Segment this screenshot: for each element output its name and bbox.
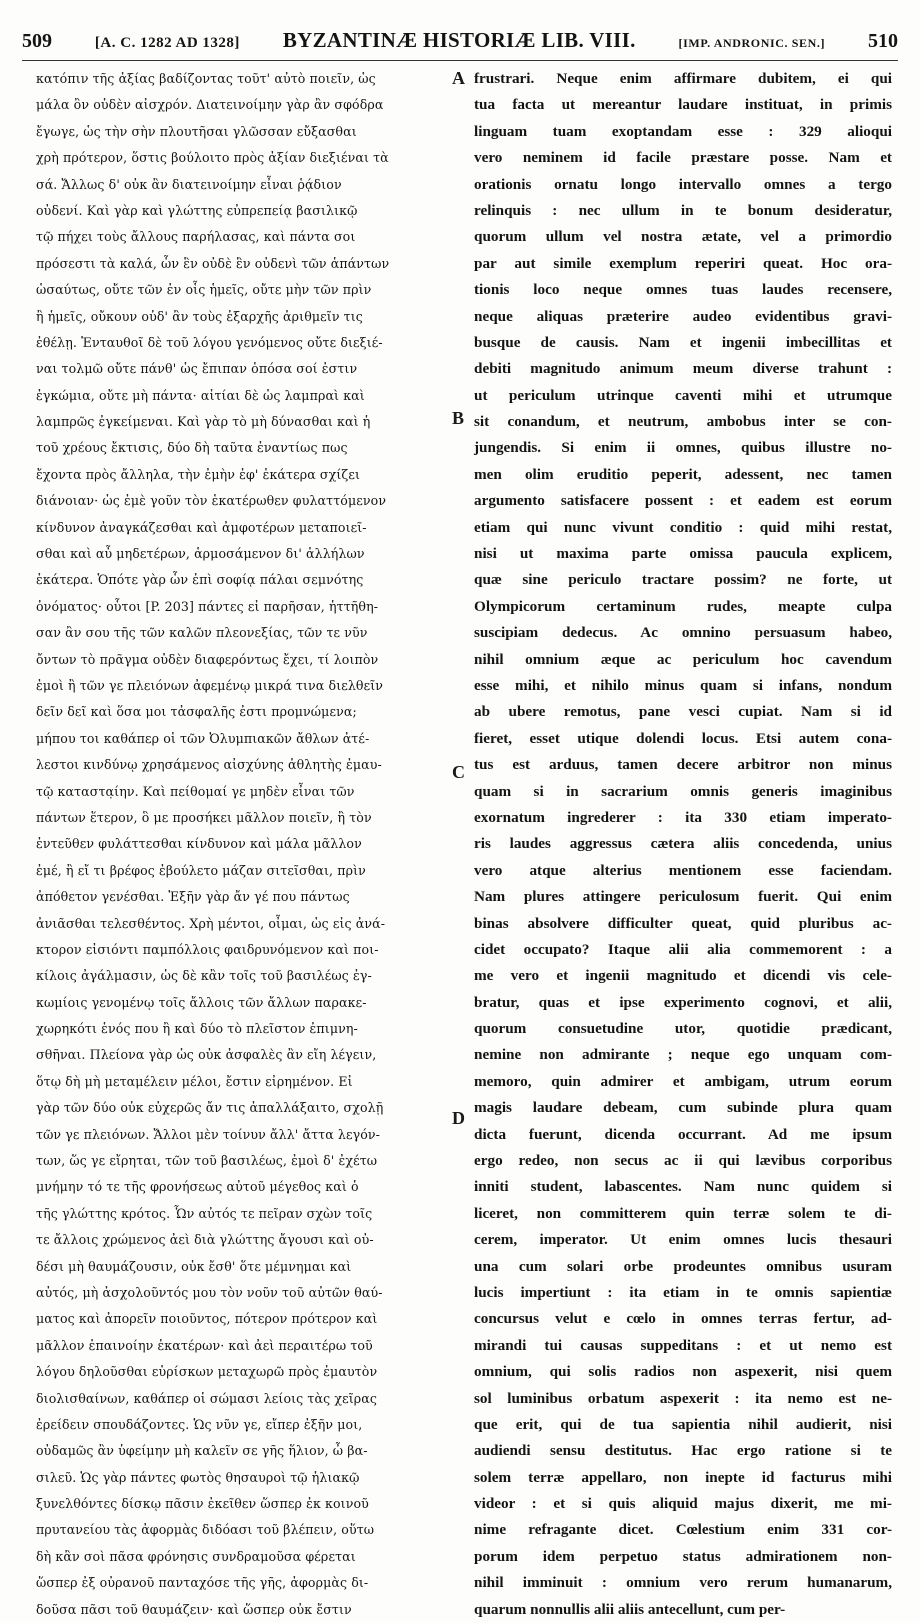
greek-text-line: μήπου τοι καθάπερ οἱ τῶν Ὀλυμπιακῶν ἄθλων ἀτέ- xyxy=(36,730,370,746)
greek-text-line: ἐρείδειν σπουδάζοντες. Ὡς νῦν γε, εἴπερ ἐξῆν μοι, xyxy=(36,1416,363,1432)
page-number-right: 510 xyxy=(867,30,898,52)
greek-text-line: δεῖν δεῖ καὶ ὅσα μοι τἀσφαλῆς ἐστι προμνώμενα; xyxy=(36,704,357,720)
latin-text-line: nihil omnium æque ac periculum hoc cavendum xyxy=(474,650,892,668)
latin-text-line: ab ubere remotus, pane vesci cupiat. Nam si id xyxy=(474,703,892,721)
latin-text-line: Nam plures attingere periculosum fuerit. Qui enim xyxy=(474,888,892,906)
latin-text-line: audiendi sensu destitutus. Hac ergo ratione si te xyxy=(474,1442,892,1460)
greek-text-line: ξυνελθόντες δίσκῳ πᾶσιν ἐκεῖθεν ὥσπερ ἐκ κοινοῦ xyxy=(36,1496,369,1512)
greek-text-line: αὐτός, μὴ ἀσχολοῦντός μου τὸν νοῦν τοῦ αὐτῶν θαύ- xyxy=(36,1284,383,1300)
latin-text-line: ut periculum utrinque caventi mihi et utrumque xyxy=(474,386,892,404)
greek-text-line: ἑκάτερα. Ὁπότε γὰρ ὧν ἐπὶ σοφίᾳ πάλαι σεμνότης xyxy=(36,572,364,588)
latin-text-line: videor : et si quis aliquid majus dixerit, me mi- xyxy=(474,1495,892,1513)
greek-text-line: ἀπόθετον γενέσθαι. Ἐξῆν γὰρ ἄν γέ που πάντως xyxy=(36,889,350,905)
latin-text-line: esse mihi, et nihilo minus quam si infans, nondum xyxy=(474,676,892,694)
latin-text-line: porum idem perpetuo status admirationem non- xyxy=(474,1547,892,1565)
latin-text-line: memoro, quin admirer et ambigam, utrum eorum xyxy=(474,1072,892,1090)
page-number-left: 509 xyxy=(22,30,52,52)
latin-text-line: suscipiam dedecus. Ac omnino persuasum habeo, xyxy=(474,624,892,642)
greek-text-line: κίνδυνον ἀναγκάζεσθαι καὶ ἀμφοτέρων μεταποιεῖ- xyxy=(36,519,367,535)
latin-text-line: Olympicorum certaminum rudes, meapte culpa xyxy=(474,597,892,615)
greek-text-line: ναι τολμῶ οὔτε πάνθ' ὡς ἔπιπαν ὁπόσα σοί ἐστιν xyxy=(36,361,358,377)
greek-text-line: ὡσαύτως, οὔτε τῶν ἐν οἷς ἡμεῖς, οὔτε μὴν τῶν πρὶν xyxy=(36,282,372,298)
latin-text-line: quorum ullum vel nostra ætate, vel a primordio xyxy=(474,228,892,246)
latin-text-line: men olim eruditio peperit, adessent, nec tamen xyxy=(474,465,892,483)
latin-text-line: quorum consuetudine utor, quotidie prædicant, xyxy=(474,1020,892,1038)
latin-text-line: vero neminem id facile præstare posse. Nam et xyxy=(474,149,892,167)
latin-text-line: lucis impertiunt : ita etiam in te omnis sapientiæ xyxy=(474,1283,892,1301)
latin-text-line: magis laudare debeam, cum subinde plura quam xyxy=(474,1099,892,1117)
section-marker-a: A xyxy=(452,68,465,88)
greek-text-line: δέσι μὴ θαυμάζουσιν, οὐκ ἔσθ' ὅτε μέμνημαι καὶ xyxy=(36,1258,352,1274)
greek-text-line: οὐδενί. Καὶ γὰρ καὶ γλώττης εὐπρεπείᾳ βασιλικῷ xyxy=(36,202,358,218)
greek-text-line: λόγου δηλοῦσθαι εὑρίσκων μεταχωρῶ πρὸς ἐμαυτὸν xyxy=(36,1364,378,1380)
greek-text-line: χωρηκότι ἑνός που ἢ καὶ δύο τὸ πλεῖστον ἐπιμνη- xyxy=(36,1021,358,1037)
greek-text-line: πάντων ἕτερον, ὃ με προσήκει μᾶλλον ποιεῖν, ἢ τὸν xyxy=(36,809,372,825)
greek-text-line: κτορον εἰσιόντι παμπόλλοις φαιδρυνόμενον καὶ ποι- xyxy=(36,941,379,957)
greek-text-column xyxy=(36,66,448,1617)
greek-text-line: διάνοιαν· ὡς ἐμὲ γοῦν τὸν ἑκατέρωθεν φυλαττόμενον xyxy=(36,493,387,509)
latin-text-line: jungendis. Si enim ii omnes, quibus illustre no- xyxy=(474,439,892,457)
latin-text-line: sit conandum, et neutrum, ambobus inter se con- xyxy=(474,413,892,431)
greek-text-line: δοῦσα πᾶσι τοῦ θαυμάζειν· καὶ ὥσπερ οὐκ ἔστιν xyxy=(36,1601,352,1617)
latin-text-line: fieret, esset utique dolendi locus. Etsi autem cona- xyxy=(474,729,892,747)
latin-text-line: omnium, qui solis radios non aspexerit, nisi quem xyxy=(474,1363,892,1381)
latin-text-line: vero atque alterius mentionem esse faciendam. xyxy=(474,861,892,879)
latin-text-line: binas absolvere difficulter queat, quid pluribus ac- xyxy=(474,914,892,932)
latin-text-line: bratur, quas et ipse experimento cognovi, et alii, xyxy=(474,993,892,1011)
greek-text-line: τῷ πήχει τοὺς ἄλλους παρήλασας, καὶ πάντα σοι xyxy=(36,229,356,245)
section-marker-b: B xyxy=(452,408,465,428)
greek-text-line: ἐμοὶ ἢ τῶν γε πλειόνων ἀφεμένῳ μικρά τινα διελθεῖν xyxy=(36,677,384,693)
latin-text-column xyxy=(474,66,892,1618)
latin-text-line: tionis loco neque omnes tuas laudes recensere, xyxy=(474,281,892,299)
greek-text-line: ἀνιᾶσθαι τελεσθέντος. Χρὴ μέντοι, οἶμαι, ὡς εἰς ἀνά- xyxy=(36,915,386,931)
latin-text-line: ris laudes aggressus cætera aliis concedenda, unius xyxy=(474,835,892,853)
running-head xyxy=(22,28,898,61)
greek-text-line: γὰρ τῶν δύο οὐκ εὐχερῶς ἄν τις ἀπαλλάξαιτο, σχολῇ xyxy=(36,1100,384,1116)
greek-text-line: ἐγκώμια, οὔτε μὴ πάντα· αἰτίαι δὲ ὡς λαμπραὶ καὶ xyxy=(36,387,365,403)
greek-text-line: σθαι καὶ αὖ μηδετέρων, ἁρμοσάμενον δι' ἀλλήλων xyxy=(36,546,365,562)
greek-text-line: πρόσεστι τὰ καλά, ὧν ἓν οὐδὲ ἓν οὐδενὶ τῶν ἁπάντων xyxy=(36,255,390,271)
latin-text-line: orationis ornatu longo intervallo omnes a tergo xyxy=(474,175,892,193)
latin-text-line: quæ sine periculo tractare possim? ne forte, ut xyxy=(474,571,892,589)
latin-text-line: etiam qui nunc vivunt conditio : quid mihi restat, xyxy=(474,518,892,536)
greek-text-line: ὀνόματος· οὗτοι [P. 203] πάντες εἰ παρῆσαν, ἡττῆθη- xyxy=(36,598,379,614)
latin-text-line: linguam tuam exoptandam esse : 329 alioqui xyxy=(474,122,892,140)
greek-text-line: ὥσπερ ἐξ οὐρανοῦ πανταχόσε τῆς γῆς, ἀφορμὰς δι- xyxy=(36,1575,369,1591)
latin-text-line: argumento satisfacere possent : et eadem est eorum xyxy=(474,492,892,510)
greek-text-line: χρὴ πρότερον, ὅστις βούλοιτο πρὸς ἀξίαν διεξιέναι τὰ xyxy=(36,150,389,166)
greek-text-line: ἐθέλῃ. Ἐνταυθοῖ δὲ τοῦ λόγου γενόμενος οὔτε διεξιέ- xyxy=(36,334,383,350)
greek-text-line: πρυτανείου τὰς ἀφορμὰς διδόασι τοῦ βλέπειν, οὕτω xyxy=(36,1522,375,1538)
greek-text-line: ὅτῳ δὴ μὴ μεταμέλειν μέλοι, ἔστιν εἰρημένον. Εἰ xyxy=(36,1073,353,1089)
latin-text-line: concursus velut e cœlo in omnes terras fertur, ad- xyxy=(474,1310,892,1328)
latin-text-line: exornatum ingrederer : ita 330 etiam imperato- xyxy=(474,808,892,826)
latin-text-line: frustrari. Neque enim affirmare dubitem, ei qui xyxy=(474,70,892,87)
latin-text-line: busque de causis. Nam et ingenii imbecillitas et xyxy=(474,333,892,351)
greek-text-line: τε ἄλλοις χρώμενος ἀεὶ διὰ γλώττης ἄγουσι καὶ οὐ- xyxy=(36,1232,374,1248)
latin-text-line: quarum nonnullis alii aliis antecellunt, cum per- xyxy=(474,1600,786,1618)
greek-text-line: σά. Ἄλλως δ' οὐκ ἂν διατεινοίμην εἶναι ῥᾴδιον xyxy=(36,176,342,192)
latin-text-line: debiti magnitudo animum meum diverse trahunt : xyxy=(474,360,892,378)
greek-text-line: των, ὥς γε εἴρηται, τῶν τοῦ βασιλέως, ἐμοὶ δ' ἐχέτω xyxy=(36,1153,378,1169)
latin-text-line: mirandi tui causas suppeditans : et ut nemo est xyxy=(474,1336,892,1354)
latin-text-line: me vero et ingenii magnitudo et dicendi vis cele- xyxy=(474,967,892,985)
greek-text-line: ἔχοντα πρὸς ἄλληλα, τὴν ἐμὴν ἐφ' ἑκάτερα σχίζει xyxy=(36,466,360,482)
latin-text-line: solem terræ appellaro, non inepte id facturus mihi xyxy=(474,1468,892,1486)
greek-text-line: τοῦ χρέους ἔκτισις, δύο δὴ ταῦτα ἐναντίως πως xyxy=(36,440,348,456)
greek-text-line: κατόπιν τῆς ἀξίας βαδίζοντας τοῦτ' αὐτὸ ποιεῖν, ὡς xyxy=(36,71,376,86)
latin-text-line: sol luminibus orbatum aspexerit : ita nemo est ne- xyxy=(474,1389,892,1407)
greek-text-line: σθῆναι. Πλείονα γὰρ ὡς οὐκ ἀσφαλὲς ἂν εἴη λέγειν, xyxy=(36,1047,377,1063)
latin-text-line: tus est arduus, tamen decere arbitror non minus xyxy=(474,756,892,774)
latin-text-line: dicta fuerunt, dicenda occurrant. Ad me ipsum xyxy=(474,1125,892,1143)
greek-text-line: λεστοι κινδύνῳ χρησάμενος αἰσχύνης ἀθλητὴς ἐμαυ- xyxy=(36,757,382,773)
latin-text-line: nime refragante dicet. Cœlestium enim 331 cor- xyxy=(474,1521,892,1539)
running-title: BYZANTINÆ HISTORIÆ LIB. VIII. xyxy=(282,28,636,52)
latin-text-line: quam si in sacrarium omnis generis imaginibus xyxy=(474,782,892,800)
latin-text-line: ergo redeo, non secus ac ii qui lævibus corporibus xyxy=(474,1152,892,1170)
greek-text-line: ἐντεῦθεν φυλάττεσθαι κίνδυνον καὶ μάλα μᾶλλον xyxy=(36,836,362,852)
section-marker-d: D xyxy=(452,1108,465,1128)
greek-text-line: ἔγωγε, ὡς τὴν σὴν πλουτῆσαι γλῶσσαν εὔξασθαι xyxy=(36,123,357,139)
greek-text-line: σιλεῦ. Ὡς γὰρ πάντες φωτὸς θησαυροὶ τῷ ἡλιακῷ xyxy=(36,1469,360,1485)
greek-text-line: ἐμέ, ἢ εἴ τι βρέφος ἐβούλετο μάζαν σιτεῖσθαι, πρὶν xyxy=(36,862,366,878)
latin-text-line: cidet occupato? Itaque alii alia commemorent : a xyxy=(474,940,892,958)
latin-text-line: cerem, imperator. Ut enim omnes lucis thesauri xyxy=(474,1231,892,1249)
latin-text-line: que erit, qui de tua sapientia nihil audierit, nisi xyxy=(474,1415,892,1433)
greek-text-line: δὴ κἂν σοὶ πᾶσα φρόνησις συνδραμοῦσα φέρεται xyxy=(36,1548,356,1564)
latin-text-line: nemine non admirante ; neque ego unquam com- xyxy=(474,1046,892,1064)
greek-text-line: τῆς γλώττης κρότος. Ὧν αὐτός τε πεῖραν σχὼν τοῖς xyxy=(36,1205,373,1221)
greek-text-line: λαμπρῶς ἐγκείμεναι. Καὶ γὰρ τὸ μὴ δύνασθαι καὶ ἡ xyxy=(36,414,371,430)
latin-text-line: nihil imminuit : omnium vero rerum humanarum, xyxy=(474,1574,892,1592)
greek-text-line: μνήμην τό τε τῆς φρονήσεως αὐτοῦ μέγεθος καὶ ὁ xyxy=(36,1179,359,1195)
greek-text-line: οὐδαμῶς ἂν ὑφείμην μὴ καλεῖν σε γῆς ἥλιον, ὦ βα- xyxy=(36,1443,368,1459)
latin-text-line: inniti student, labascentes. Nam nunc quidem si xyxy=(474,1178,892,1196)
greek-text-line: ματος καὶ ἀπορεῖν ποιοῦντος, πότερον πρότερον καὶ xyxy=(36,1311,378,1327)
greek-text-line: μᾶλλον ἐπαινοίην ἑκατέρων· καὶ ἀεὶ περαιτέρω τοῦ xyxy=(36,1337,373,1353)
greek-text-line: τῶν γε πλειόνων. Ἄλλοι μὲν τοίνυν ἄλλ' ἄττα λεγόν- xyxy=(36,1126,381,1142)
latin-text-line: relinquis : nec ullum in te bonum desideratur, xyxy=(474,201,892,219)
latin-text-line: nisi ut maxima parte omissa paucula explicem, xyxy=(474,545,892,563)
latin-text-line: tua facta ut mereantur laudare instituat, in primis xyxy=(474,96,892,114)
greek-text-line: ἢ ἡμεῖς, οὔκουν οὐδ' ἂν τοὺς ἐξαρχῆς ἀριθμεῖν τις xyxy=(36,308,363,324)
emperor-note: [IMP. ANDRONIC. SEN.] xyxy=(678,36,826,50)
latin-text-line: par aut simile exemplum reperiri queat. Hoc ora- xyxy=(474,254,892,272)
section-marker-c: C xyxy=(452,762,465,782)
greek-text-line: ὄντων τὸ πρᾶγμα οὐδὲν διαφερόντως ἔχει, τί λοιπὸν xyxy=(36,651,379,667)
greek-text-line: διολισθαίνων, καθάπερ οἱ σώμασι λείοις τὰς χεῖρας xyxy=(36,1390,378,1406)
greek-text-line: τῷ καταστα̣ίην. Καὶ πείθομαί γε μηδὲν εἶναι τῶν xyxy=(36,783,355,799)
greek-text-line: μάλα ὂν οὐδὲν αἰσχρόν. Διατεινοίμην γὰρ ἂν σφόδρα xyxy=(36,97,384,113)
latin-text-line: liceret, non committerem quin terræ solem te di- xyxy=(474,1204,892,1222)
latin-text-line: neque aliquas præterire audeo evidentibus gravi- xyxy=(474,307,892,325)
greek-text-line: κίλοις ἀγάλμασιν, ὡς δὲ κἂν τοῖς τοῦ βασιλέως ἐγ- xyxy=(36,968,372,984)
greek-text-line: κωμίοις γενομένῳ τοῖς ἄλλοις τῶν ἄλλων παρακε- xyxy=(36,994,367,1010)
greek-text-line: σαν ἂν σου τῆς τῶν καλῶν πλεονεξίας, τῶν τε νῦν xyxy=(36,625,368,641)
date-range: [A. C. 1282 AD 1328] xyxy=(94,35,240,51)
latin-text-line: una cum solari orbe prodeuntes omnibus usuram xyxy=(474,1257,892,1275)
